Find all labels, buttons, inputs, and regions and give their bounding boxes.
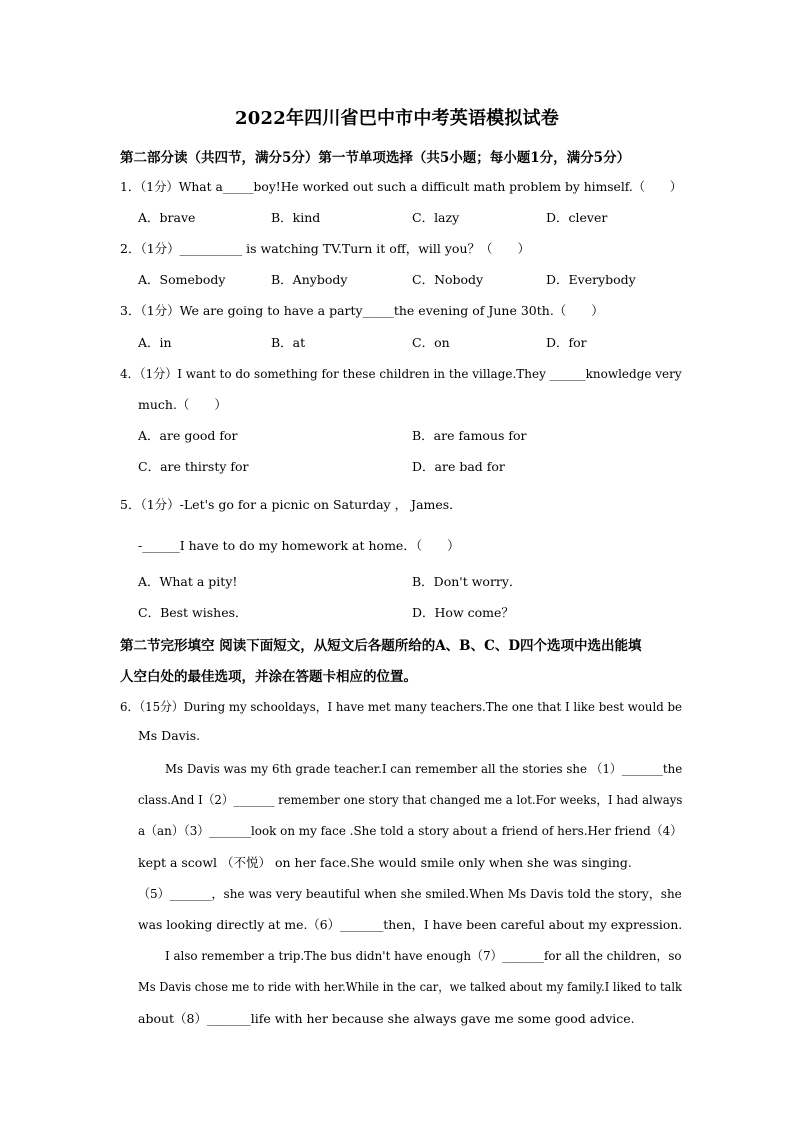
- question-4-stem-cont: much.（ ）: [138, 397, 227, 412]
- q2-option-b[interactable]: B．Anybody: [271, 272, 348, 287]
- question-2-stem: 2．（1分）__________ is watching TV.Turn it off，will you？（ ）: [120, 241, 531, 256]
- q5-option-d[interactable]: D．How come？: [412, 605, 514, 620]
- q3-option-a[interactable]: A．in: [138, 335, 172, 350]
- question-5-stem-cont: -______I have to do my homework at home．（ ）: [138, 538, 460, 553]
- q2-option-d[interactable]: D．Everybody: [546, 272, 636, 287]
- question-6-stem: 6．（15分）During my schooldays，I have met many teachers.The one that I like best would be: [120, 699, 682, 714]
- q2-option-a[interactable]: A．Somebody: [138, 272, 226, 287]
- q5-option-c[interactable]: C．Best wishes．: [138, 605, 248, 620]
- question-5-stem: 5．（1分）-Let's go for a picnic on Saturday ， James．: [120, 497, 462, 512]
- question-3-stem: 3．（1分）We are going to have a party_____the evening of June 30th.（ ）: [120, 303, 604, 318]
- question-1-stem: 1．（1分）What a_____boy!He worked out such a difficult math problem by himself.（ ）: [120, 179, 683, 194]
- q4-option-a[interactable]: A．are good for: [138, 428, 238, 443]
- section2-heading-line2: 人空白处的最佳选项，并涂在答题卡相应的位置。: [120, 669, 417, 685]
- q4-option-d[interactable]: D．are bad for: [412, 459, 505, 474]
- q1-option-a[interactable]: A．brave: [138, 210, 196, 225]
- passage-line: Ms Davis was my 6th grade teacher.I can remember all the stories she （1）_______the: [165, 761, 683, 776]
- q3-option-d[interactable]: D．for: [546, 335, 587, 350]
- passage-line: a（an）（3）_______look on my face .She told a story about a friend of hers.Her friend（4）: [138, 823, 683, 838]
- q5-option-b[interactable]: B．Don't worry．: [412, 574, 522, 589]
- section2-heading-line1: 第二节完形填空 阅读下面短文，从短文后各题所给的A、B、C、D四个选项中选出能填: [120, 638, 642, 654]
- q1-option-d[interactable]: D．clever: [546, 210, 608, 225]
- q4-option-c[interactable]: C．are thirsty for: [138, 459, 249, 474]
- q3-option-b[interactable]: B．at: [271, 335, 306, 350]
- passage-line: about（8）_______life with her because she always gave me some good advice.: [138, 1011, 635, 1026]
- q4-option-b[interactable]: B．are famous for: [412, 428, 527, 443]
- passage-line: was looking directly at me.（6）_______then，I have been careful about my expression.: [138, 917, 683, 932]
- passage-line: class.And I（2）_______ remember one story that changed me a lot.For weeks，I had always: [138, 792, 683, 807]
- passage-line: Ms Davis chose me to ride with her.While in the car，we talked about my family.I liked to talk: [138, 979, 682, 994]
- q1-option-b[interactable]: B．kind: [271, 210, 321, 225]
- q5-option-a[interactable]: A．What a pity!: [138, 574, 238, 589]
- passage-line: kept a scowl （不悦） on her face.She would smile only when she was singing.: [138, 855, 632, 870]
- passage-line: （5）_______，she was very beautiful when she smiled.When Ms Davis told the story，she: [138, 886, 682, 901]
- question-6-stem-cont: Ms Davis.: [138, 728, 201, 743]
- q2-option-c[interactable]: C．Nobody: [412, 272, 484, 287]
- question-4-stem: 4．（1分）I want to do something for these children in the village.They ______knowledge very: [120, 366, 682, 381]
- q3-option-c[interactable]: C．on: [412, 335, 450, 350]
- q1-option-c[interactable]: C．lazy: [412, 210, 460, 225]
- section1-heading: 第二部分读（共四节，满分5分）第一节单项选择（共5小题；每小题1分，满分5分）: [120, 150, 631, 166]
- passage-line: I also remember a trip.The bus didn't have enough（7）_______for all the children，so: [165, 948, 682, 963]
- exam-title: 2022年四川省巴中市中考英语模拟试卷: [235, 108, 559, 129]
